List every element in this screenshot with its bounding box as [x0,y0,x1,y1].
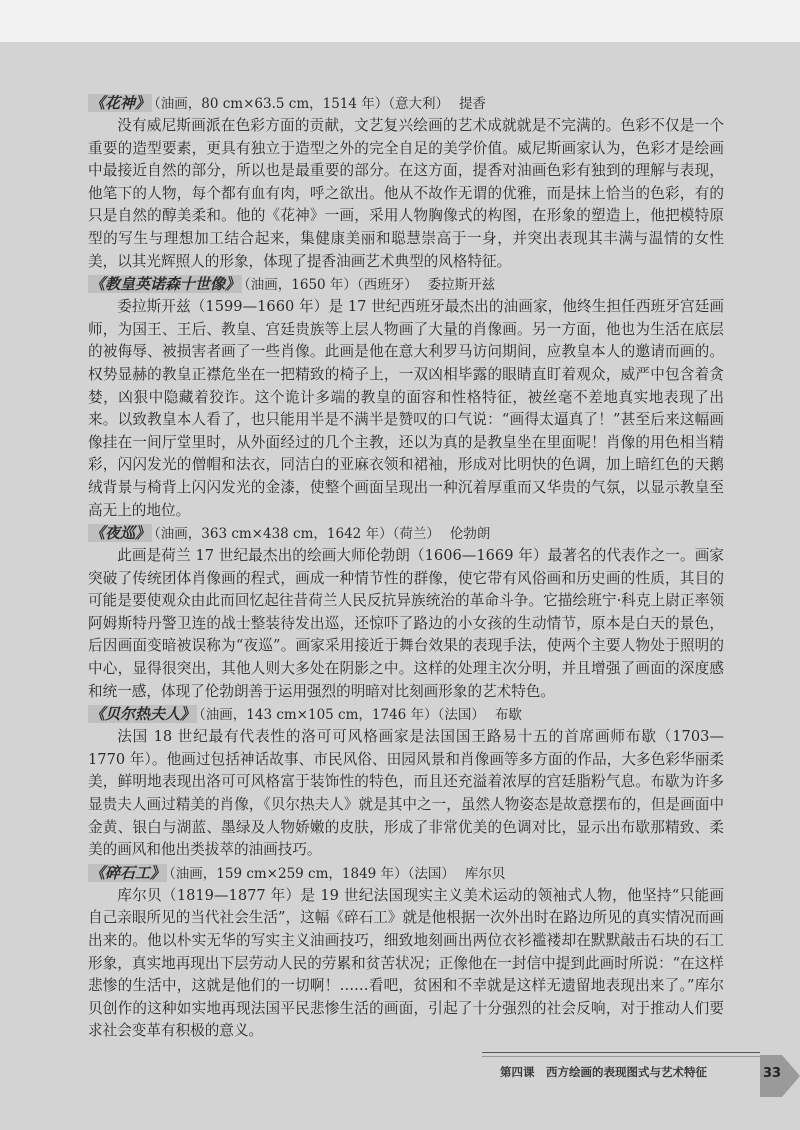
section-night-watch [88,522,724,703]
section-heading [88,522,724,545]
page-number: 33 [763,1066,782,1081]
artwork-meta: （油画，1650 年）（西班牙） [244,277,418,294]
section-stone-breakers [88,862,724,1043]
artwork-meta: （油画，143 cm×105 cm，1746 年）（法国） [199,707,485,724]
section-body: 库尔贝（1819—1877 年）是 19 世纪法国现实主义美术运动的领袖式人物，他坚持“只能画自己亲眼所见的当代社会生活”，这幅《碎石工》就是他根据一次外出时在路边所见的真实情况而画出来的。他以朴实无华的写实主义油画技巧，细致地刻画出两位衣衫褴褛却在默默敲击石块的石工形象，真实地再现出下层劳动人民的劳累和贫苦状况；正像他在一封信中提到此画时所说：“在这样悲惨的生活中，这就是他们的一切啊！……看吧，贫困和不幸就是这样无遗留地表现出来了。”库尔贝创作的这种如实地再现法国平民悲惨生活的画面，引起了十分强烈的社会反响，对于推动人们要求社会变革有积极的意义。 [88,886,724,1040]
section-body: 没有威尼斯画派在色彩方面的贡献，文艺复兴绘画的艺术成就就是不完满的。色彩不仅是一个重要的造型要素，更具有独立于造型之外的完全自足的美学价值。威尼斯画家认为，色彩才是绘画中最接近自然的部分，所以也是最重要的部分。在这方面，提香对油画色彩有独到的理解与表现，他笔下的人物，每个都有血有肉，呼之欲出。他从不故作无谓的优雅，而是抹上恰当的色彩，有的只是自然的醇美柔和。他的《花神》一画，采用人物胸像式的构图，在形象的塑造上，他把模特原型的写生与理想加工结合起来，集健康美丽和聪慧崇高于一身，并突出表现其丰满与温情的女性美，以其光辉照人的形象，体现了提香油画艺术典型的风格特征。 [88,117,724,270]
section-body: 法国 18 世纪最有代表性的洛可可风格画家是法国国王路易十五的首席画师布歇（1703—1770 年）。他画过包括神话故事、市民风俗、田园风景和肖像画等多方面的作品，大多色彩华丽柔美，鲜明地表现出洛可可风格富于装饰性的特色，而且还充溢着浓厚的宫廷脂粉气息。布歇为许多显贵夫人画过精美的肖像，《贝尔热夫人》就是其中之一，虽然人物姿态是故意摆布的，但是画面中金黄、银白与湖蓝、墨绿及人物娇嫩的皮肤，形成了非常优美的色调对比，显示出布歇那精致、柔美的画风和他出类拔萃的油画技巧。 [88,728,724,859]
artwork-meta: （油画，363 cm×438 cm，1642 年）（荷兰） [154,526,440,543]
section-madame-bergeret [88,703,724,862]
artist-name: 伦勃朗 [449,526,491,543]
artist-name: 库尔贝 [464,865,506,882]
artwork-meta: （油画，80 cm×63.5 cm，1514 年）（意大利） [154,96,450,112]
chapter-footer: 第四课 西方绘画的表现图式与艺术特征 [500,1065,707,1079]
artist-name: 委拉斯开兹 [427,277,496,294]
artwork-title: 《碎石工》 [90,863,166,882]
footer-rule-thin [482,1056,760,1057]
artist-name: 提香 [459,96,487,112]
artwork-title: 《夜巡》 [90,524,151,543]
section-flora [88,92,724,273]
article-content [88,92,724,1043]
footer-rule [482,1052,760,1053]
section-body: 委拉斯开兹（1599—1660 年）是 17 世纪西班牙最杰出的油画家，他终生担任西班牙宫廷画师，为国王、王后、教皇、宫廷贵族等上层人物画了大量的肖像画。另一方面，他也为生活在底层的被侮辱、被损害者画了一些肖像。此画是他在意大利罗马访问期间，应教皇本人的邀请而画的。权势显赫的教皇正襟危坐在一把精致的椅子上，一双凶相毕露的眼睛直盯着观众，威严中包含着贪婪，凶狠中隐藏着狡诈。这个诡计多端的教皇的面容和性格特征，被丝毫不差地真实地表现了出来。以致教皇本人看了，也只能用半是不满半是赞叹的口气说：“画得太逼真了！”甚至后来这幅画像挂在一间厅堂里时，从外面经过的几个主教，还以为真的是教皇坐在里面呢！肖像的用色相当精彩，闪闪发光的僧帽和法衣，同洁白的亚麻衣领和裙袖，形成对比明快的色调，加上暗红色的天鹅绒背景与椅背上闪闪发光的金漆，使整个画面呈现出一种沉着厚重而又华贵的气氛，以显示教皇至高无上的地位。 [88,298,724,519]
artist-name: 布歇 [494,707,522,724]
section-heading [88,703,724,726]
artwork-title: 《贝尔热夫人》 [90,705,196,724]
section-heading [88,92,724,115]
artwork-title: 《花神》 [90,94,151,112]
section-innocent-x [88,273,724,522]
artwork-meta: （油画，159 cm×259 cm，1849 年）（法国） [169,865,455,882]
section-heading [88,273,724,296]
section-heading [88,862,724,885]
artwork-title: 《教皇英诺森十世像》 [90,275,241,294]
scan-top-margin [0,0,800,42]
section-body: 此画是荷兰 17 世纪最杰出的绘画大师伦勃朗（1606—1669 年）最著名的代表作之一。画家突破了传统团体肖像画的程式，画成一种情节性的群像，使它带有风俗画和历史画的性质，其目的可能是要使观众由此而回忆起往昔荷兰人民反抗异族统治的革命斗争。它描绘班宁·科克上尉正率领阿姆斯特丹警卫连的战士整装待发出巡，还惊吓了路边的小女孩的生动情节，原本是白天的景色，后因画面变暗被误称为“夜巡”。画家采用接近于舞台效果的表现手法，使两个主要人物处于照明的中心，显得很突出，其他人则大多处在阴影之中。这样的处理主次分明，并且增强了画面的深度感和统一感，体现了伦勃朗善于运用强烈的明暗对比刻画形象的艺术特色。 [88,547,724,700]
